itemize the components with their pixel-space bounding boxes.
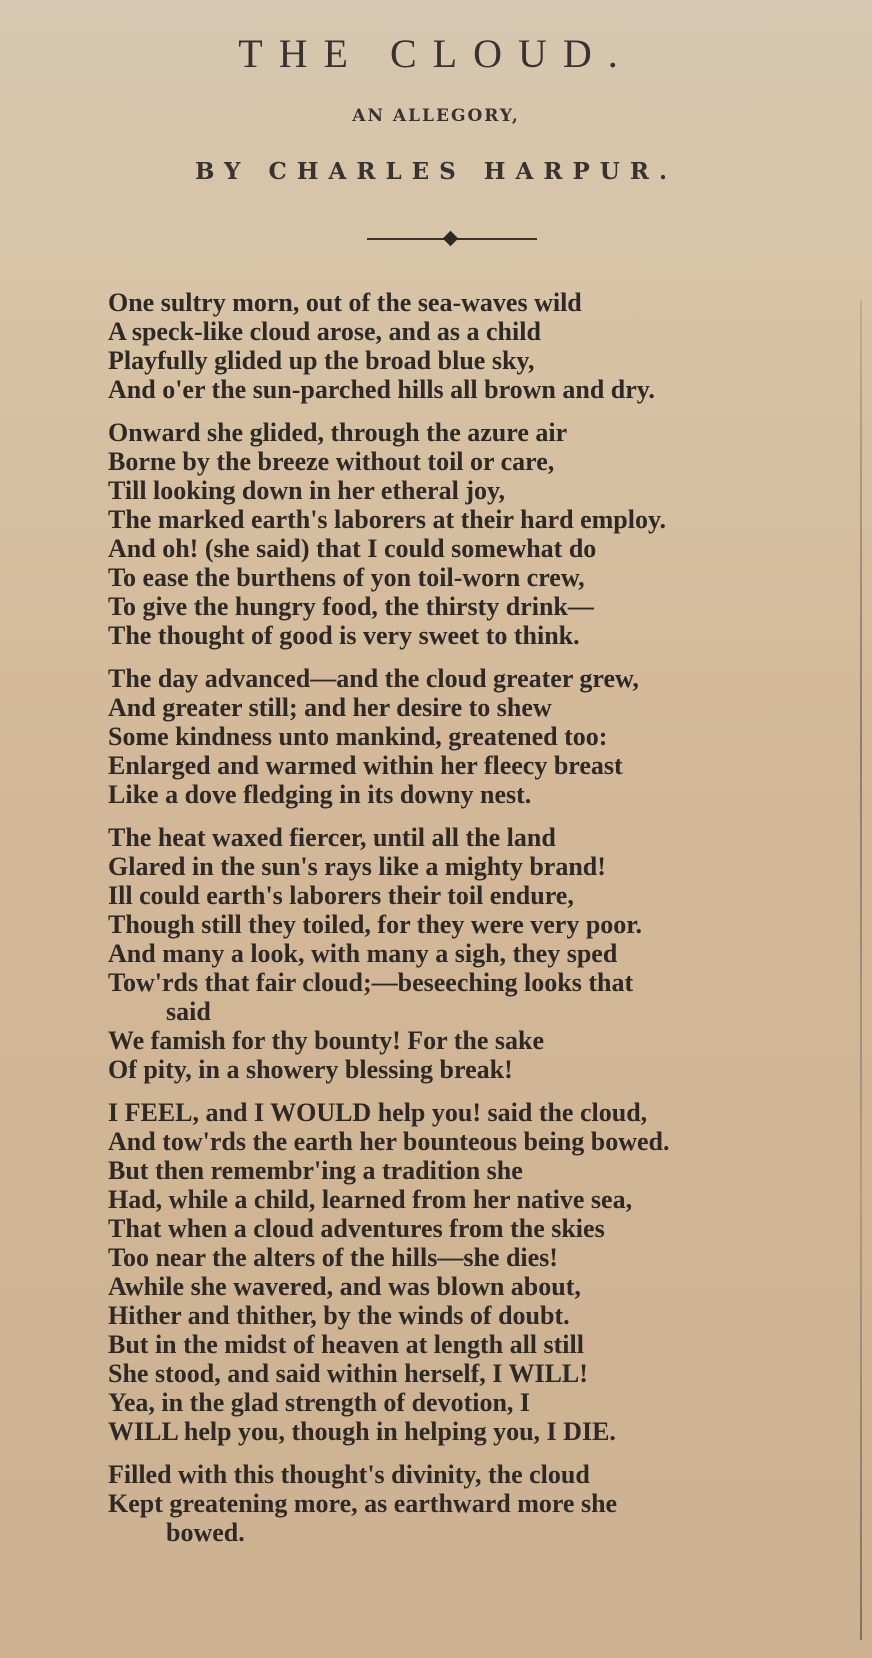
poem-line: And oh! (she said) that I could somewhat do: [108, 534, 597, 563]
poem-line: Awhile she wavered, and was blown about,: [108, 1272, 581, 1301]
poem-line: Tow'rds that fair cloud;—beseeching looks that: [108, 968, 634, 997]
poem-line: To give the hungry food, the thirsty drink—: [108, 592, 594, 621]
poem-line: Of pity, in a showery blessing break!: [108, 1055, 513, 1084]
poem-line: One sultry morn, out of the sea-waves wild: [108, 288, 582, 317]
poem-line: But in the midst of heaven at length all still: [108, 1330, 584, 1359]
poem-line: Enlarged and warmed within her fleecy breast: [108, 751, 623, 780]
poem-line: The thought of good is very sweet to think.: [108, 621, 580, 650]
poem-line: The heat waxed fiercer, until all the land: [108, 823, 556, 852]
poem-line: Filled with this thought's divinity, the cloud: [108, 1460, 590, 1489]
poem-line: The marked earth's laborers at their hard employ.: [108, 505, 667, 534]
poem-line: We famish for thy bounty! For the sake: [108, 1026, 544, 1055]
poem-line: Some kindness unto mankind, greatened too:: [108, 722, 608, 751]
poem-header: [0, 0, 872, 265]
poem-line-continuation: said: [166, 997, 211, 1026]
poem-title: THE CLOUD.: [238, 31, 634, 76]
poem-line: That when a cloud adventures from the skies: [108, 1214, 605, 1243]
poem-line: Like a dove fledging in its downy nest.: [108, 780, 532, 809]
stanza-6: [108, 1460, 858, 1547]
poem-line: I FEEL, and I WOULD help you! said the cloud,: [108, 1098, 648, 1127]
poem-line: Though still they toiled, for they were very poor.: [108, 910, 642, 939]
poem-line: Had, while a child, learned from her native sea,: [108, 1185, 633, 1214]
poem-line: Glared in the sun's rays like a mighty brand!: [108, 852, 606, 881]
stanza-3: [108, 664, 858, 809]
poem-line: Ill could earth's laborers their toil endure,: [108, 881, 574, 910]
poem-line: A speck-like cloud arose, and as a child: [108, 317, 541, 346]
poem-line: Hither and thither, by the winds of doubt.: [108, 1301, 570, 1330]
poem-line: Borne by the breeze without toil or care,: [108, 447, 555, 476]
poem-line: And o'er the sun-parched hills all brown and dry.: [108, 375, 655, 404]
stanza-4: [108, 823, 858, 1084]
poem-line: Playfully glided up the broad blue sky,: [108, 346, 535, 375]
poem-line: Till looking down in her etheral joy,: [108, 476, 506, 505]
poem-line: Onward she glided, through the azure air: [108, 418, 568, 447]
poem-line-continuation: bowed.: [166, 1518, 245, 1547]
poem-line: And greater still; and her desire to shew: [108, 693, 552, 722]
stanza-1: [108, 288, 858, 404]
ornament-diamond-icon: [443, 231, 459, 247]
poem-subtitle: AN ALLEGORY,: [352, 106, 520, 126]
column-rule: [860, 300, 862, 1640]
poem-line: She stood, and said within herself, I WILL!: [108, 1359, 588, 1388]
poem-line: Yea, in the glad strength of devotion, I: [108, 1388, 531, 1417]
stanza-5: [108, 1098, 858, 1446]
poem-line: The day advanced—and the cloud greater grew,: [108, 664, 639, 693]
poem-line: But then remembr'ing a tradition she: [108, 1156, 523, 1185]
poem-line: And tow'rds the earth her bounteous being bowed.: [108, 1127, 670, 1156]
stanza-2: [108, 418, 858, 650]
poem-line: Too near the alters of the hills—she dies!: [108, 1243, 558, 1272]
poem-body: [108, 288, 858, 1561]
poem-line: And many a look, with many a sigh, they sped: [108, 939, 618, 968]
poem-line: Kept greatening more, as earthward more she: [108, 1489, 618, 1518]
poem-line: WILL help you, though in helping you, I DIE.: [108, 1417, 616, 1446]
poem-line: To ease the burthens of yon toil-worn crew,: [108, 563, 585, 592]
poem-byline: BY CHARLES HARPUR.: [195, 158, 677, 185]
